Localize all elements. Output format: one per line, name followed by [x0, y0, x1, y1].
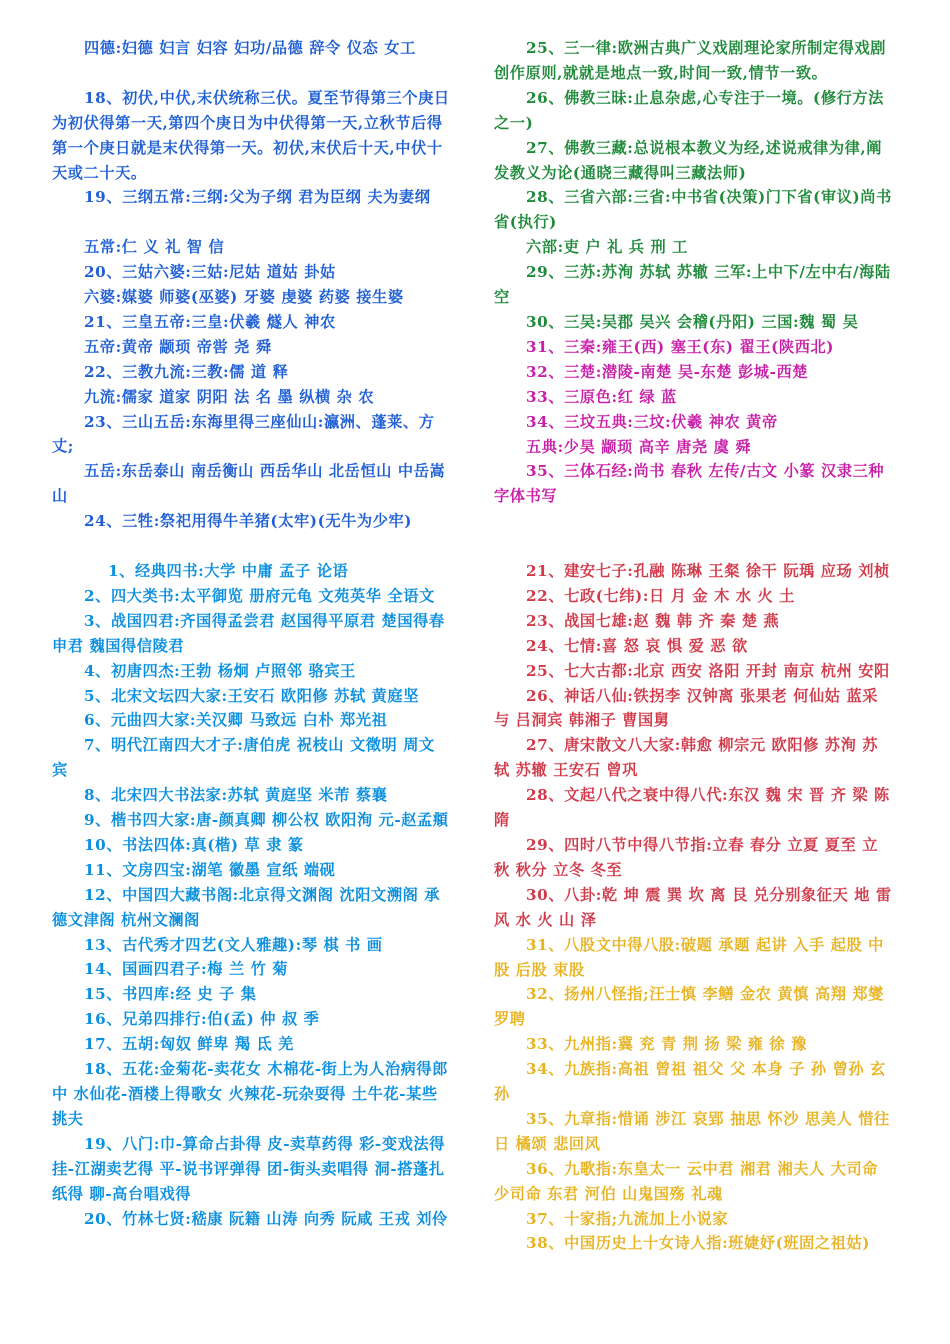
spacer: [494, 534, 892, 559]
entry-san-gang: 19、三纲五常:三纲:父为子纲 君为臣纲 夫为妻纲: [84, 188, 431, 207]
entry-san-jiao: 22、三教九流:三教:儒 道 释: [84, 362, 289, 381]
list-item: 31、八股文中得八股:破题 承题 起讲 入手 起股 中股 后股 束股: [494, 935, 884, 979]
list-item: 35、三体石经:尚书 春秋 左传/古文 小篆 汉隶三种字体书写: [494, 462, 885, 506]
list-item: 28、三省六部:三省:中书省(决策)门下省(审议)尚书省(执行): [494, 188, 892, 232]
left-bottom-block: [52, 559, 450, 1231]
entry-wu-yue: 五岳:东岳泰山 南岳衡山 西岳华山 北岳恒山 中岳嵩山: [52, 462, 446, 506]
list-item: 25、三一律:欧洲古典广义戏剧理论家所制定得戏剧创作原则,就就是地点一致,时间一致,情节一致。: [494, 39, 887, 82]
list-item: 19、八门:巾-算命占卦得 皮-卖草药得 彩-变戏法得 挂-江湖卖艺得 平-说书评弹得 团-街头卖唱得 洞-搭蓬扎纸得 聊-高台唱戏得: [52, 1134, 445, 1203]
list-item: 32、扬州八怪指;汪士慎 李鳝 金农 黄慎 高翔 郑燮 罗聘: [494, 985, 884, 1029]
spacer: [494, 509, 892, 534]
list-item: 11、文房四宝:湖笔 徽墨 宣纸 端砚: [84, 860, 336, 879]
entry-san-sheng: 24、三牲:祭祀用得牛羊猪(太牢)(无牛为少牢): [84, 512, 413, 531]
list-item: 32、三楚:潜陵-南楚 吴-东楚 彭城-西楚: [526, 362, 809, 381]
list-item: 8、北宋四大书法家:苏轼 黄庭坚 米芾 蔡襄: [84, 786, 388, 805]
list-item: 4、初唐四杰:王勃 杨炯 卢照邻 骆宾王: [84, 661, 356, 680]
list-item: 23、战国七雄:赵 魏 韩 齐 秦 楚 燕: [526, 611, 780, 630]
list-item: 5、北宋文坛四大家:王安石 欧阳修 苏轼 黄庭坚: [84, 686, 419, 705]
entry-san-huang: 21、三皇五帝:三皇:伏羲 燧人 神农: [84, 312, 336, 331]
list-item: 36、九歌指:东皇太一 云中君 湘君 湘夫人 大司命 少司命 东君 河伯 山鬼国殇 礼魂: [494, 1159, 879, 1203]
entry-jiu-liu: 九流:儒家 道家 阴阳 法 名 墨 纵横 杂 农: [84, 387, 375, 406]
list-item: 25、七大古都:北京 西安 洛阳 开封 南京 杭州 安阳: [526, 661, 890, 680]
list-item: 27、佛教三藏:总说根本教义为经,述说戒律为律,阐发教义为论(通晓三藏得叫三藏法师): [494, 138, 883, 182]
list-item: 9、楷书四大家:唐-颜真卿 柳公权 欧阳洵 元-赵孟頫: [84, 811, 449, 830]
list-item: 26、神话八仙:铁拐李 汉钟离 张果老 何仙姑 蓝采与 吕洞宾 韩湘子 曹国舅: [494, 686, 879, 730]
spacer: [52, 61, 450, 86]
list-item: 29、四时八节中得八节指:立春 春分 立夏 夏至 立秋 秋分 立冬 冬至: [494, 835, 879, 879]
list-item: 28、文起八代之衰中得八代:东汉 魏 宋 晋 齐 梁 陈 隋: [494, 786, 890, 830]
list-item: 10、书法四体:真(楷) 草 隶 篆: [84, 835, 304, 854]
list-item: 17、五胡:匈奴 鲜卑 羯 氐 羌: [84, 1035, 294, 1054]
list-item: 20、竹林七贤:嵇康 阮籍 山涛 向秀 阮咸 王戎 刘伶: [84, 1209, 448, 1228]
list-item: 7、明代江南四大才子:唐伯虎 祝枝山 文徵明 周文宾: [52, 736, 435, 780]
list-item: 6、元曲四大家:关汉卿 马致远 白朴 郑光祖: [84, 711, 388, 730]
list-item: 29、三苏:苏洵 苏轼 苏辙 三军:上中下/左中右/海陆空: [494, 263, 891, 307]
list-item: 21、建安七子:孔融 陈琳 王粲 徐干 阮瑀 应玚 刘桢: [526, 562, 890, 580]
list-item: 33、三原色:红 绿 蓝: [526, 387, 677, 406]
list-item: 26、佛教三昧:止息杂虑,心专注于一境。(修行方法之一): [494, 88, 884, 132]
entry-san-shan: 23、三山五岳:东海里得三座仙山:瀛洲、蓬莱、方丈;: [52, 412, 435, 456]
right-column: [494, 36, 892, 1256]
list-item: 14、国画四君子:梅 兰 竹 菊: [84, 960, 289, 979]
list-item: 34、三坟五典:三坟:伏羲 神农 黄帝: [526, 412, 778, 431]
list-item: 12、中国四大藏书阁:北京得文渊阁 沈阳文溯阁 承德文津阁 杭州文澜阁: [52, 885, 441, 929]
list-item: 3、战国四君:齐国得孟尝君 赵国得平原君 楚国得春申君 魏国得信陵君: [52, 611, 445, 655]
entry-san-gu: 20、三姑六婆:三姑:尼姑 道姑 卦姑: [84, 263, 336, 282]
left-column: [52, 36, 450, 1231]
list-item: 16、兄弟四排行:伯(孟) 仲 叔 季: [84, 1010, 320, 1029]
spacer: [52, 210, 450, 235]
list-item: 22、七政(七纬):日 月 金 木 水 火 土: [526, 586, 795, 605]
right-top-block: [494, 36, 892, 509]
list-item: 六部:吏 户 礼 兵 刑 工: [526, 238, 688, 257]
entry-si-de: 四德:妇德 妇言 妇容 妇功/品德 辞令 仪态 女工: [84, 39, 416, 57]
list-item: 1、经典四书:大学 中庸 孟子 论语: [108, 561, 349, 580]
list-item: 18、五花:金菊花-卖花女 木棉花-街上为人治病得郎中 水仙花-酒楼上得歌女 火辣花-玩杂耍得 土牛花-某些挑夫: [52, 1060, 448, 1128]
list-item: 30、三吴:吴郡 吴兴 会稽(丹阳) 三国:魏 蜀 吴: [526, 312, 859, 331]
list-item: 15、书四库:经 史 子 集: [84, 985, 257, 1004]
list-item: 35、九章指:惜诵 涉江 哀郢 抽思 怀沙 思美人 惜往日 橘颂 悲回风: [494, 1109, 890, 1153]
list-item: 五典:少昊 颛顼 高辛 唐尧 虞 舜: [526, 437, 752, 456]
list-item: 34、九族指:高祖 曾祖 祖父 父 本身 子 孙 曾孙 玄孙: [494, 1060, 886, 1104]
spacer: [52, 534, 450, 559]
entry-wu-chang: 五常:仁 义 礼 智 信: [84, 238, 225, 257]
list-item: 13、古代秀才四艺(文人雅趣):琴 棋 书 画: [84, 935, 383, 954]
list-item: 27、唐宋散文八大家:韩愈 柳宗元 欧阳修 苏洵 苏轼 苏辙 王安石 曾巩: [494, 736, 879, 780]
list-item: 2、四大类书:太平御览 册府元龟 文苑英华 全语文: [84, 586, 435, 605]
right-bottom-block: [494, 559, 892, 1256]
list-item: 37、十家指;九流加上小说家: [526, 1209, 729, 1228]
list-item: 24、七情:喜 怒 哀 惧 爱 恶 欲: [526, 636, 748, 655]
left-top-block: [52, 36, 450, 534]
entry-wu-di: 五帝:黄帝 颛顼 帝喾 尧 舜: [84, 337, 272, 356]
entry-san-fu: 18、初伏,中伏,末伏统称三伏。夏至节得第三个庚日为初伏得第一天,第四个庚日为中伏得第一天,立秋节后得第一个庚日就是末伏得第一天。初伏,末伏后十天,中伏十天或二十天。: [52, 88, 450, 182]
list-item: 31、三秦:雍王(西) 塞王(东) 翟王(陕西北): [526, 337, 835, 356]
entry-liu-po: 六婆:媒婆 师婆(巫婆) 牙婆 虔婆 药婆 接生婆: [84, 288, 404, 307]
list-item: 38、中国历史上十女诗人指:班婕妤(班固之祖姑): [526, 1234, 871, 1253]
list-item: 30、八卦:乾 坤 震 巽 坎 离 艮 兑分别象征天 地 雷 风 水 火 山 泽: [494, 885, 892, 929]
list-item: 33、九州指:冀 兖 青 荆 扬 梁 雍 徐 豫: [526, 1035, 807, 1054]
